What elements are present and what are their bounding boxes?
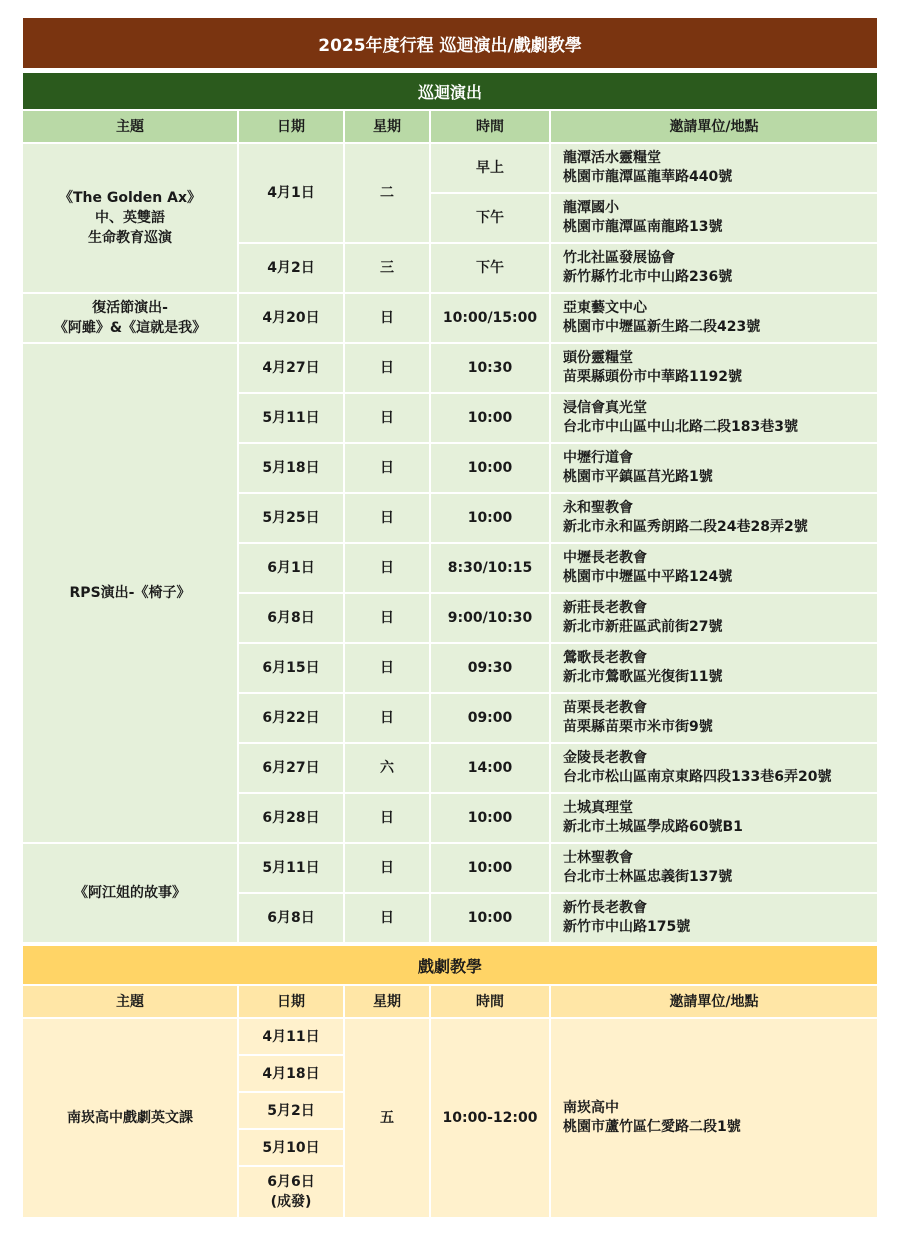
col-header-topic: 主題 <box>23 986 237 1017</box>
time-cell: 8:30/10:15 <box>431 544 549 592</box>
weekday-cell: 日 <box>345 294 429 342</box>
tour-section-heading: 巡迴演出 <box>23 73 877 109</box>
weekday-cell: 日 <box>345 344 429 392</box>
venue-name: 苗栗長老教會 <box>563 700 647 716</box>
teaching-table-body <box>23 986 877 1217</box>
col-header-weekday: 星期 <box>345 986 429 1017</box>
weekday-cell: 日 <box>345 594 429 642</box>
weekday-cell: 二 <box>345 144 429 242</box>
venue-name: 龍潭國小 <box>563 200 619 216</box>
date-cell <box>239 1167 343 1217</box>
date-cell <box>239 1130 343 1165</box>
topic-line: RPS演出-《椅子》 <box>69 585 191 601</box>
page-title: 2025年度行程 巡迴演出/戲劇教學 <box>23 18 877 68</box>
time-cell: 下午 <box>431 194 549 242</box>
date-cell <box>239 1056 343 1091</box>
venue-address: 苗栗縣頭份市中華路1192號 <box>563 369 742 385</box>
weekday-cell: 三 <box>345 244 429 292</box>
topic-line: 復活節演出- <box>92 300 168 316</box>
venue-address: 台北市中山區中山北路二段183巷3號 <box>563 419 798 435</box>
topic-cell <box>23 844 237 942</box>
venue-cell <box>551 244 877 292</box>
venue-address: 新北市永和區秀朗路二段24巷28弄2號 <box>563 519 808 535</box>
date-line: 6月6日 <box>267 1174 315 1190</box>
date-note: (成發) <box>270 1194 312 1210</box>
date-line: 5月10日 <box>262 1139 320 1156</box>
weekday-cell: 日 <box>345 444 429 492</box>
date-cell: 6月27日 <box>239 744 343 792</box>
col-header-venue: 邀請單位/地點 <box>551 111 877 142</box>
venue-address: 台北市松山區南京東路四段133巷6弄20號 <box>563 769 832 785</box>
tour-table-body <box>23 111 877 942</box>
venue-cell <box>551 494 877 542</box>
venue-name: 中壢行道會 <box>563 450 633 466</box>
date-cell: 6月28日 <box>239 794 343 842</box>
time-cell: 09:00 <box>431 694 549 742</box>
venue-cell <box>551 794 877 842</box>
col-header-date: 日期 <box>239 111 343 142</box>
weekday-cell: 日 <box>345 644 429 692</box>
time-cell: 10:00 <box>431 794 549 842</box>
table-row <box>23 1019 877 1054</box>
date-line: 4月11日 <box>262 1028 320 1045</box>
venue-name: 土城真理堂 <box>563 800 633 816</box>
venue-name: 頭份靈糧堂 <box>563 350 633 366</box>
weekday-cell: 日 <box>345 794 429 842</box>
time-cell: 10:00 <box>431 394 549 442</box>
venue-address: 桃園市龍潭區龍華路440號 <box>563 169 733 185</box>
col-header-venue: 邀請單位/地點 <box>551 986 877 1017</box>
venue-cell <box>551 294 877 342</box>
venue-address: 桃園市蘆竹區仁愛路二段1號 <box>563 1119 741 1135</box>
venue-name: 新莊長老教會 <box>563 600 647 616</box>
date-cell <box>239 1019 343 1054</box>
time-cell: 早上 <box>431 144 549 192</box>
teaching-header-row <box>23 986 877 1017</box>
date-cell <box>239 1093 343 1128</box>
topic-cell <box>23 144 237 292</box>
date-cell: 6月1日 <box>239 544 343 592</box>
col-header-date: 日期 <box>239 986 343 1017</box>
date-cell: 5月25日 <box>239 494 343 542</box>
weekday-cell: 日 <box>345 894 429 942</box>
topic-line: 《The Golden Ax》 <box>58 190 202 206</box>
col-header-time: 時間 <box>431 986 549 1017</box>
venue-address: 台北市士林區忠義街137號 <box>563 869 733 885</box>
venue-name: 南崁高中 <box>563 1100 619 1116</box>
venue-name: 士林聖教會 <box>563 850 633 866</box>
topic-line: 中、英雙語 <box>95 210 165 226</box>
topic-line: 《阿雖》&《這就是我》 <box>53 320 207 336</box>
date-cell: 6月22日 <box>239 694 343 742</box>
time-cell: 10:00 <box>431 494 549 542</box>
date-cell: 4月1日 <box>239 144 343 242</box>
time-cell: 14:00 <box>431 744 549 792</box>
weekday-cell: 日 <box>345 544 429 592</box>
venue-name: 永和聖教會 <box>563 500 633 516</box>
date-cell: 6月15日 <box>239 644 343 692</box>
col-header-time: 時間 <box>431 111 549 142</box>
venue-name: 新竹長老教會 <box>563 900 647 916</box>
venue-cell <box>551 744 877 792</box>
teaching-table <box>21 984 879 1219</box>
venue-address: 新竹縣竹北市中山路236號 <box>563 269 733 285</box>
tour-header-row <box>23 111 877 142</box>
venue-name: 金陵長老教會 <box>563 750 647 766</box>
venue-cell <box>551 694 877 742</box>
date-cell: 5月18日 <box>239 444 343 492</box>
venue-cell <box>551 344 877 392</box>
venue-cell <box>551 644 877 692</box>
venue-address: 桃園市中壢區新生路二段423號 <box>563 319 761 335</box>
table-row <box>23 344 877 392</box>
venue-cell <box>551 394 877 442</box>
venue-cell <box>551 1019 877 1217</box>
venue-address: 新北市新莊區武前街27號 <box>563 619 723 635</box>
time-cell: 10:00/15:00 <box>431 294 549 342</box>
venue-address: 桃園市中壢區中平路124號 <box>563 569 733 585</box>
date-cell: 5月11日 <box>239 844 343 892</box>
topic-cell <box>23 294 237 342</box>
weekday-cell: 日 <box>345 394 429 442</box>
venue-cell <box>551 544 877 592</box>
venue-cell <box>551 144 877 192</box>
weekday-cell: 六 <box>345 744 429 792</box>
tour-table <box>21 109 879 944</box>
topic-cell: 南崁高中戲劇英文課 <box>23 1019 237 1217</box>
venue-address: 新北市土城區學成路60號B1 <box>563 819 743 835</box>
time-cell: 10:30 <box>431 344 549 392</box>
venue-name: 竹北社區發展協會 <box>563 250 675 266</box>
venue-address: 新竹市中山路175號 <box>563 919 691 935</box>
venue-address: 桃園市平鎮區莒光路1號 <box>563 469 713 485</box>
weekday-cell: 日 <box>345 844 429 892</box>
topic-line: 《阿江姐的故事》 <box>74 885 186 901</box>
date-line: 5月2日 <box>267 1102 315 1119</box>
col-header-weekday: 星期 <box>345 111 429 142</box>
venue-address: 桃園市龍潭區南龍路13號 <box>563 219 723 235</box>
date-cell: 4月2日 <box>239 244 343 292</box>
time-cell: 下午 <box>431 244 549 292</box>
venue-name: 鶯歌長老教會 <box>563 650 647 666</box>
col-header-topic: 主題 <box>23 111 237 142</box>
venue-name: 龍潭活水靈糧堂 <box>563 150 661 166</box>
venue-cell <box>551 844 877 892</box>
weekday-cell: 五 <box>345 1019 429 1217</box>
venue-address: 苗栗縣苗栗市米市街9號 <box>563 719 713 735</box>
date-cell: 4月20日 <box>239 294 343 342</box>
time-cell: 10:00 <box>431 894 549 942</box>
venue-name: 浸信會真光堂 <box>563 400 647 416</box>
venue-cell <box>551 444 877 492</box>
time-cell: 10:00 <box>431 444 549 492</box>
venue-cell <box>551 594 877 642</box>
table-row <box>23 144 877 192</box>
date-cell: 6月8日 <box>239 594 343 642</box>
venue-name: 中壢長老教會 <box>563 550 647 566</box>
date-line: 4月18日 <box>262 1065 320 1082</box>
venue-cell <box>551 894 877 942</box>
teaching-section-heading: 戲劇教學 <box>23 946 877 984</box>
venue-address: 新北市鶯歌區光復街11號 <box>563 669 723 685</box>
date-cell: 5月11日 <box>239 394 343 442</box>
time-cell: 9:00/10:30 <box>431 594 549 642</box>
date-cell: 6月8日 <box>239 894 343 942</box>
time-cell: 09:30 <box>431 644 549 692</box>
time-cell: 10:00-12:00 <box>431 1019 549 1217</box>
date-cell: 4月27日 <box>239 344 343 392</box>
table-row <box>23 844 877 892</box>
weekday-cell: 日 <box>345 494 429 542</box>
topic-line: 生命教育巡演 <box>88 230 172 246</box>
time-cell: 10:00 <box>431 844 549 892</box>
topic-cell <box>23 344 237 842</box>
weekday-cell: 日 <box>345 694 429 742</box>
table-row <box>23 294 877 342</box>
venue-name: 亞東藝文中心 <box>563 300 647 316</box>
venue-cell <box>551 194 877 242</box>
schedule-sheet <box>23 18 877 1219</box>
